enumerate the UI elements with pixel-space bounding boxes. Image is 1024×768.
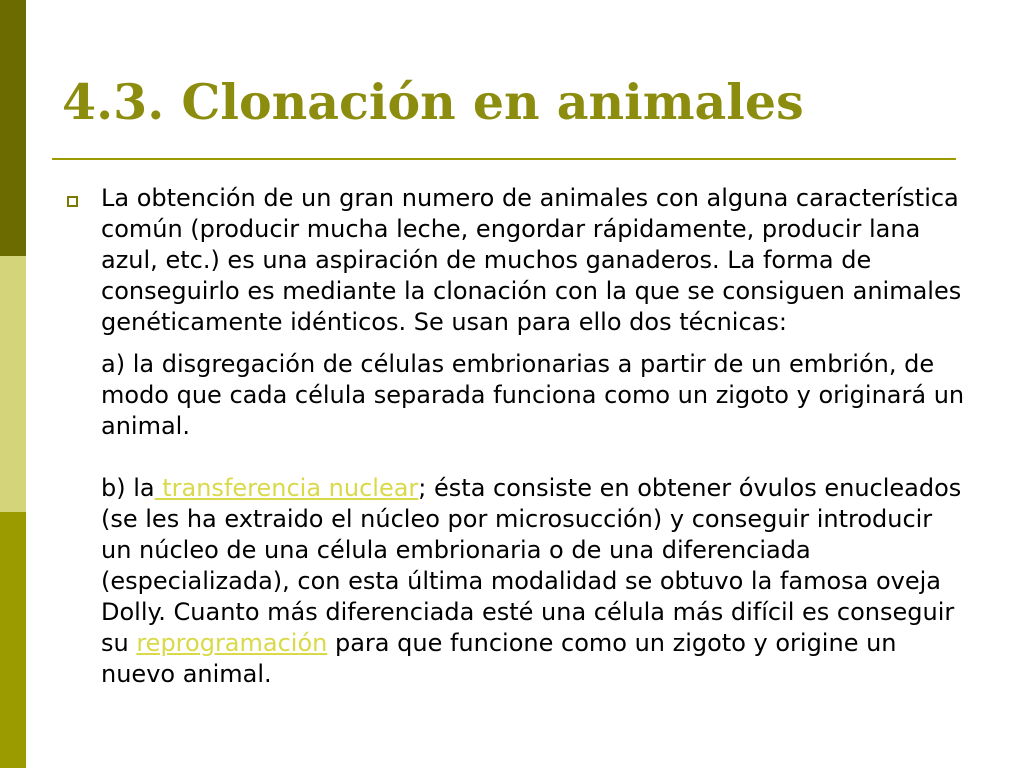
technique-b-paragraph: [101, 473, 967, 690]
transferencia-nuclear-link[interactable]: transferencia nuclear: [154, 474, 419, 502]
reprogramacion-link[interactable]: reprogramación: [136, 629, 328, 657]
technique-a-paragraph: a) la disgregación de células embrionarias a partir de un embrión, de modo que cada célula separada funciona como un zigoto y originará un animal.: [101, 350, 965, 440]
intro-paragraph: La obtención de un gran numero de animales con alguna característica común (producir mucha leche, engordar rápidamente, producir lana azul, etc.) es una aspiración de muchos ganaderos. La forma de conseguirlo es mediante la clonación con la que se consiguen animales genéticamente idénticos. Se usan para ello dos técnicas:: [101, 184, 962, 336]
slide-title: 4.3. Clonación en animales: [62, 73, 804, 131]
side-bar-bottom: [0, 512, 26, 768]
side-bar-middle: [0, 256, 26, 512]
technique-b-prefix: b) la: [101, 474, 155, 502]
side-bar-top: [0, 0, 26, 256]
technique-b-middle: ; ésta consiste en obtener óvulos enucleados (se les ha extraido el núcleo por microsucción) y conseguir introducir un núcleo de una célula embrionaria o de una diferenciada (especializada), con esta última modalidad se obtuvo la famosa oveja Dolly. Cuanto más diferenciada esté una célula más difícil es conseguir su: [101, 474, 962, 657]
title-divider: [52, 158, 956, 160]
technique-b-suffix: para que funcione como un zigoto y origine un nuevo animal.: [101, 629, 897, 688]
slide-body: [101, 183, 967, 690]
square-bullet-icon: [67, 196, 78, 207]
